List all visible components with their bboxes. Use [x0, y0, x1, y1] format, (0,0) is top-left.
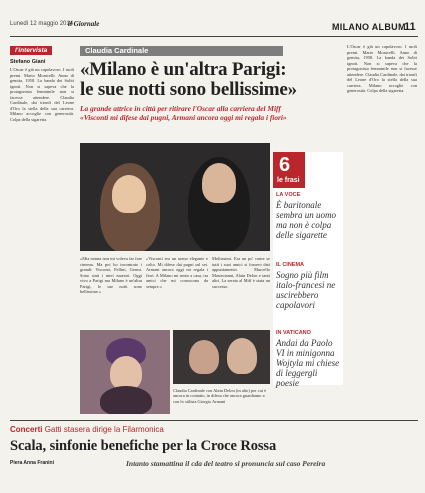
headline-line-2: le sue notti sono bellissime»	[80, 79, 297, 100]
headline-line-1: «Milano è un'altra Parigi:	[80, 59, 287, 80]
bottom-deck: Intanto stamattina il cda del teatro si pronuncia sul caso Pereira	[126, 459, 326, 468]
article-column-1: L'Oscar è già un capolavoro. I ruoli premi. Mario Monicelli. Anno di gemita, 1958. La banda dei Soliti ignoti. Non si sapeva che la protagonista femminile non si facesse attendere. Claudia Cardinale, dai trionfi del Leone d'Oro la stella della sua carriera. Milano accoglie con generosità. Colpa della sigaretta.	[10, 67, 74, 122]
issue-date: Lunedì 12 maggio 2014	[10, 21, 74, 27]
bottom-kicker	[10, 425, 164, 434]
page-number: 11	[404, 21, 416, 33]
page-header	[0, 0, 425, 38]
bottom-byline: Piera Anna Franini	[10, 460, 54, 466]
newspaper-name: il Giornale	[68, 20, 100, 28]
deck-line-1: La grande attrice in città per ritirare l'Oscar alla carriera del Miff	[80, 104, 281, 113]
article-deck	[80, 104, 340, 122]
bottom-headline: Scala, sinfonie benefiche per la Croce Rossa	[10, 438, 277, 454]
article-kicker: l'intervista	[10, 46, 52, 55]
quote-3: Andai da Paolo VI in minigonna Wojtyla mi chiese di leggergli poesie	[276, 338, 340, 388]
quote-2: Sogno più film italo-francesi ne uscirebbero capolavori	[276, 270, 336, 310]
article-headline	[80, 60, 340, 100]
photo-cardinale-hat	[80, 330, 170, 414]
quotes-label: le frasi	[277, 177, 300, 184]
quote-1-heading: LA VOCE	[276, 192, 301, 198]
header-rule	[10, 36, 418, 37]
quotes-badge	[273, 152, 305, 188]
interview-subject: Claudia Cardinale	[80, 46, 283, 56]
article-column-5: L'Oscar è già un capolavoro. I ruoli premi. Mario Monicelli. Anno di gemita, 1958. La banda dei Soliti ignoti. Non si sapeva che la protagonista femminile non si facesse attendere. Claudia Cardinale, dai trionfi del Leone d'Oro la stella della sua carriera. Milano accoglie con generosità. Colpa della sigaretta.	[347, 44, 417, 93]
quote-3-heading: IN VATICANO	[276, 330, 311, 336]
article-column-2: «Mia nonna non mi voleva far fare cinema. Ma poi ho incontrato i grandi: Visconti, Fellini, Germi. Sono stati i miei maestri. Oggi vivo a Parigi ma Milano è un'altra Parigi, le sue notti sono bellissime.»	[80, 256, 142, 294]
photo-caption: Claudia Cardinale con Alain Delon (in alto) per cui è ancora in contatto, in difesa che ancora guardiamo a con lo stilista Giorgio Armani	[173, 388, 267, 404]
bottom-kicker-label: Concerti	[10, 425, 43, 434]
article-byline: Stefano Giani	[10, 59, 46, 65]
deck-line-2: «Visconti mi difese dai pugni, Armani ancora oggi mi regala i fiori»	[80, 113, 287, 122]
quote-2-heading: IL CINEMA	[276, 262, 305, 268]
article-column-3: «Visconti era un uomo elegante e colto. Mi difese dai pugni sul set. Armani ancora oggi mi regala i fiori. A Milano mi sento a casa, tra amici che mi conoscono da sempre.»	[146, 256, 208, 289]
section-title: MILANO ALBUM	[332, 22, 406, 32]
photo-cardinale-armani	[80, 143, 270, 251]
quote-1: È baritonale sembra un uomo ma non è colpa delle sigarette	[276, 200, 336, 240]
quotes-count: 6	[279, 154, 291, 176]
bottom-kicker-sub: Gatti stasera dirige la Filarmonica	[44, 425, 164, 434]
bottom-rule	[10, 420, 418, 421]
article-column-4: Moltissimi. Era un po' come se tutti i suoi amici si fossero dati appuntamento. Marcello Mastroianni, Alain Delon e tanti altri. La serata al Miff è stata un successo.	[212, 256, 270, 289]
photo-cardinale-delon	[173, 330, 270, 384]
